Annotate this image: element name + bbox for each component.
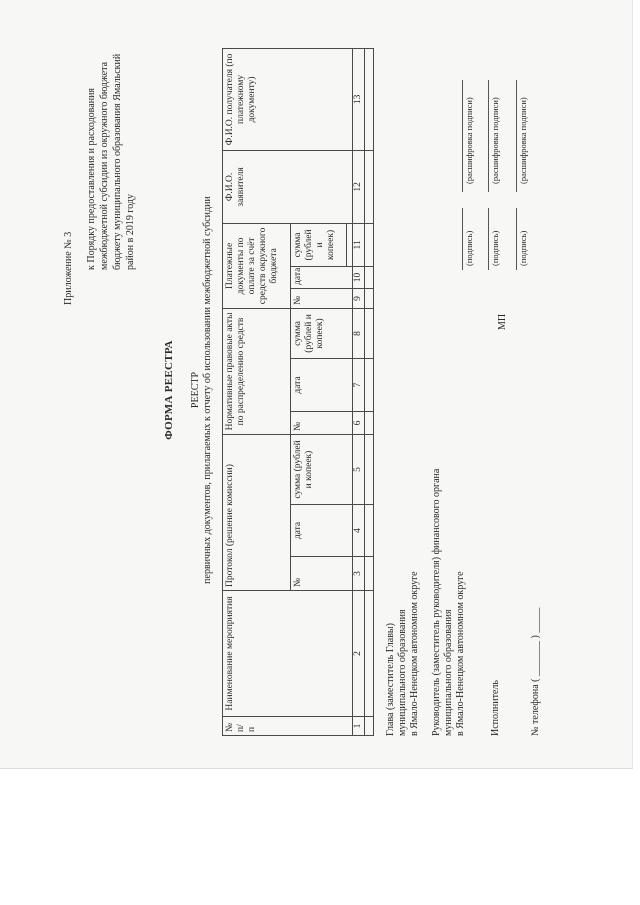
column-number: 13 [353, 48, 365, 150]
phone-label: № телефона ( _______ ) _____ [530, 607, 541, 736]
column-number: 8 [353, 308, 365, 358]
table-cell [365, 223, 374, 266]
column-number: 1 [353, 717, 365, 736]
table-cell [365, 358, 374, 411]
column-number: 9 [353, 288, 365, 308]
subheader-cell-number: № [291, 288, 353, 308]
executor-label: Исполнитель [490, 680, 501, 736]
column-number: 2 [353, 591, 365, 717]
order-line: межбюджетной субсидии из окружного бюджета [99, 61, 110, 270]
decoding-caption: (расшифровка подписи) [490, 97, 500, 184]
subheader-cell-sum: сумма (рублей и копеек) [291, 223, 347, 266]
signature-caption: (подпись) [464, 230, 474, 266]
column-number: 5 [353, 434, 365, 504]
signature-caption: (подпись) [518, 230, 528, 266]
decoding-caption: (расшифровка подписи) [464, 97, 474, 184]
signature-line [488, 208, 489, 270]
column-number: 12 [353, 150, 365, 223]
head-signature-label: Глава (заместитель Главы) муниципального образования в Ямало-Ненецком автономном округе [385, 571, 420, 736]
header-cell-payment-docs: Платежные документы по оплате за счёт средств окружного бюджета [223, 223, 291, 308]
header-cell-protocol: Протокол (решение комиссии) [223, 434, 291, 590]
decoding-line [488, 80, 489, 192]
signature-line [516, 208, 517, 270]
table-cell [365, 48, 374, 150]
table-header-row [223, 48, 291, 735]
table-cell [365, 591, 374, 717]
column-number: 4 [353, 505, 365, 557]
header-cell-legal-acts: Нормативные правовые акты по распределению средств [223, 308, 291, 434]
signature-caption: (подпись) [490, 230, 500, 266]
subheader-cell-number: № [291, 411, 353, 434]
subheader-cell-number: № [291, 557, 353, 591]
table-cell [365, 150, 374, 223]
stamp-placeholder: МП [497, 313, 508, 330]
order-line: бюджету муниципального образования Ямальский [112, 53, 123, 270]
header-cell-event-name: Наименование мероприятия [223, 591, 353, 717]
subheader-cell-sum: сумма (рублей и копеек) [291, 434, 353, 504]
header-cell-recipient: Ф.И.О. получателя (по платежному документу) [223, 48, 353, 150]
table-cell [365, 288, 374, 308]
signature-line [462, 208, 463, 270]
form-title: ФОРМА РЕЕСТРА [163, 340, 175, 440]
order-line: район в 2019 году [125, 193, 136, 270]
order-reference [85, 54, 137, 270]
column-number-row [353, 48, 365, 735]
subheader-cell-date: дата [291, 505, 353, 557]
rotated-document-content [0, 20, 600, 760]
decoding-line [516, 80, 517, 192]
empty-data-row [365, 48, 374, 735]
table-cell [365, 717, 374, 736]
order-line: к Порядку предоставления и расходования [86, 87, 97, 270]
subheader-cell-date: дата [291, 358, 353, 411]
finance-signature-label: Руководитель (заместитель руководителя) финансового органа муниципального образования в Ямало-Ненецком автономном округе [431, 468, 466, 736]
header-cell-applicant: Ф.И.О. заявителя [223, 150, 353, 223]
column-number: 11 [353, 223, 365, 266]
document-title: РЕЕСТР [190, 371, 201, 409]
decoding-caption: (расшифровка подписи) [518, 97, 528, 184]
column-number: 6 [353, 411, 365, 434]
subheader-cell-sum: сумма (рублей и копеек) [291, 308, 353, 358]
document-subtitle: первичных документов, прилагаемых к отчету об использовании межбюджетной субсидии [202, 196, 213, 584]
table-cell [365, 308, 374, 358]
header-cell-number: № п/п [223, 717, 353, 736]
column-number: 7 [353, 358, 365, 411]
table-cell [365, 505, 374, 557]
subheader-cell-date: дата [291, 266, 353, 288]
table-cell [365, 557, 374, 591]
table-cell [365, 434, 374, 504]
table-cell [365, 266, 374, 288]
column-number: 3 [353, 557, 365, 591]
table-cell [365, 411, 374, 434]
column-number: 10 [353, 266, 365, 288]
decoding-line [462, 80, 463, 192]
registry-table [222, 48, 374, 736]
appendix-label: Приложение № 3 [63, 231, 74, 305]
